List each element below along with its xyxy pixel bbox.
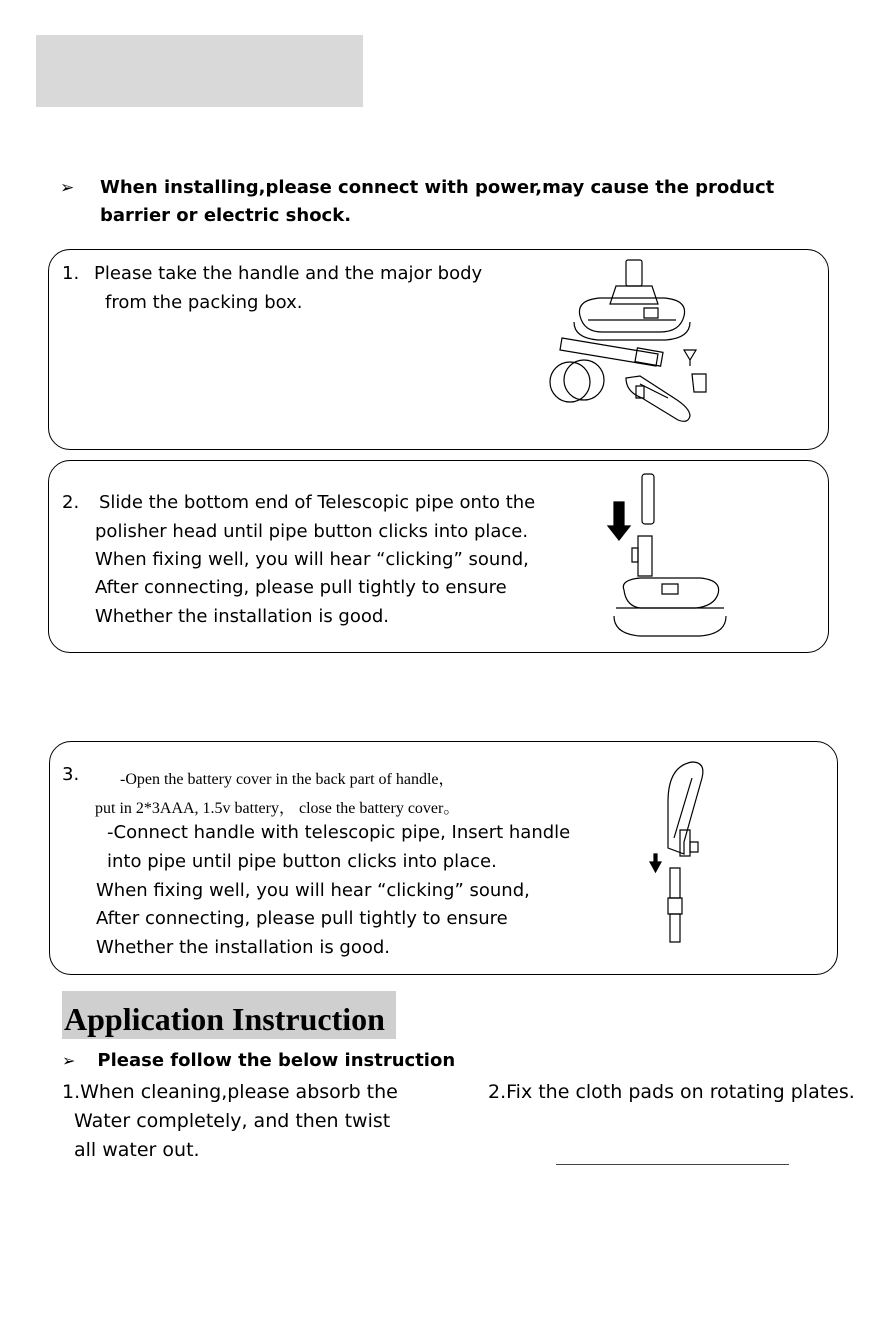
handle-install-illustration [640,758,720,948]
arrow-bullet-icon: ➢ [62,1051,76,1070]
instruction-subheading [62,1050,455,1071]
step-2-line: Whether the installation is good. [95,606,390,627]
section-heading: Application Instruction [62,991,396,1039]
step-2-line: Slide the bottom end of Telescopic pipe onto the [99,492,536,513]
step-3-line: put in 2*3AAA, 1.5v battery， close the battery cover。 [95,800,460,817]
arrow-bullet-icon: ➢ [60,178,75,198]
step-3-line: -Connect handle with telescopic pipe, Insert handle [107,822,571,843]
step-1-number: 1. [62,263,80,284]
instruction-1-line: all water out. [74,1139,200,1161]
step-3-line: When fixing well, you will hear “clicking” sound, [96,880,530,901]
instruction-1-line: 1.When cleaning,please absorb the [62,1081,398,1103]
step-2-line: When fixing well, you will hear “clicking” sound, [95,549,529,570]
step-2-line: polisher head until pipe button clicks into place. [95,521,529,542]
step-2-number: 2. [62,492,80,513]
step-3-line: into pipe until pipe button clicks into place. [107,851,497,872]
subheading-text: Please follow the below instruction [97,1050,456,1071]
instruction-1-line: Water completely, and then twist [74,1110,391,1132]
step-3-line: After connecting, please pull tightly to ensure [96,908,508,929]
pipe-install-illustration [600,470,730,646]
step-3-line: Whether the installation is good. [96,937,391,958]
polisher-parts-illustration [540,258,720,430]
step-1-line: from the packing box. [105,292,303,313]
step-3-line: -Open the battery cover in the back part of handle， [120,771,455,788]
divider-line [556,1164,789,1165]
warning-note [60,174,840,230]
warning-text: When installing,please connect with power,may cause the product barrier or electric shock. [100,177,775,226]
step-2-line: After connecting, please pull tightly to ensure [95,577,507,598]
instruction-2-text: 2.Fix the cloth pads on rotating plates. [488,1081,855,1103]
header-block [36,35,363,107]
step-3-number: 3. [62,764,80,785]
step-1-line: Please take the handle and the major body [94,263,483,284]
